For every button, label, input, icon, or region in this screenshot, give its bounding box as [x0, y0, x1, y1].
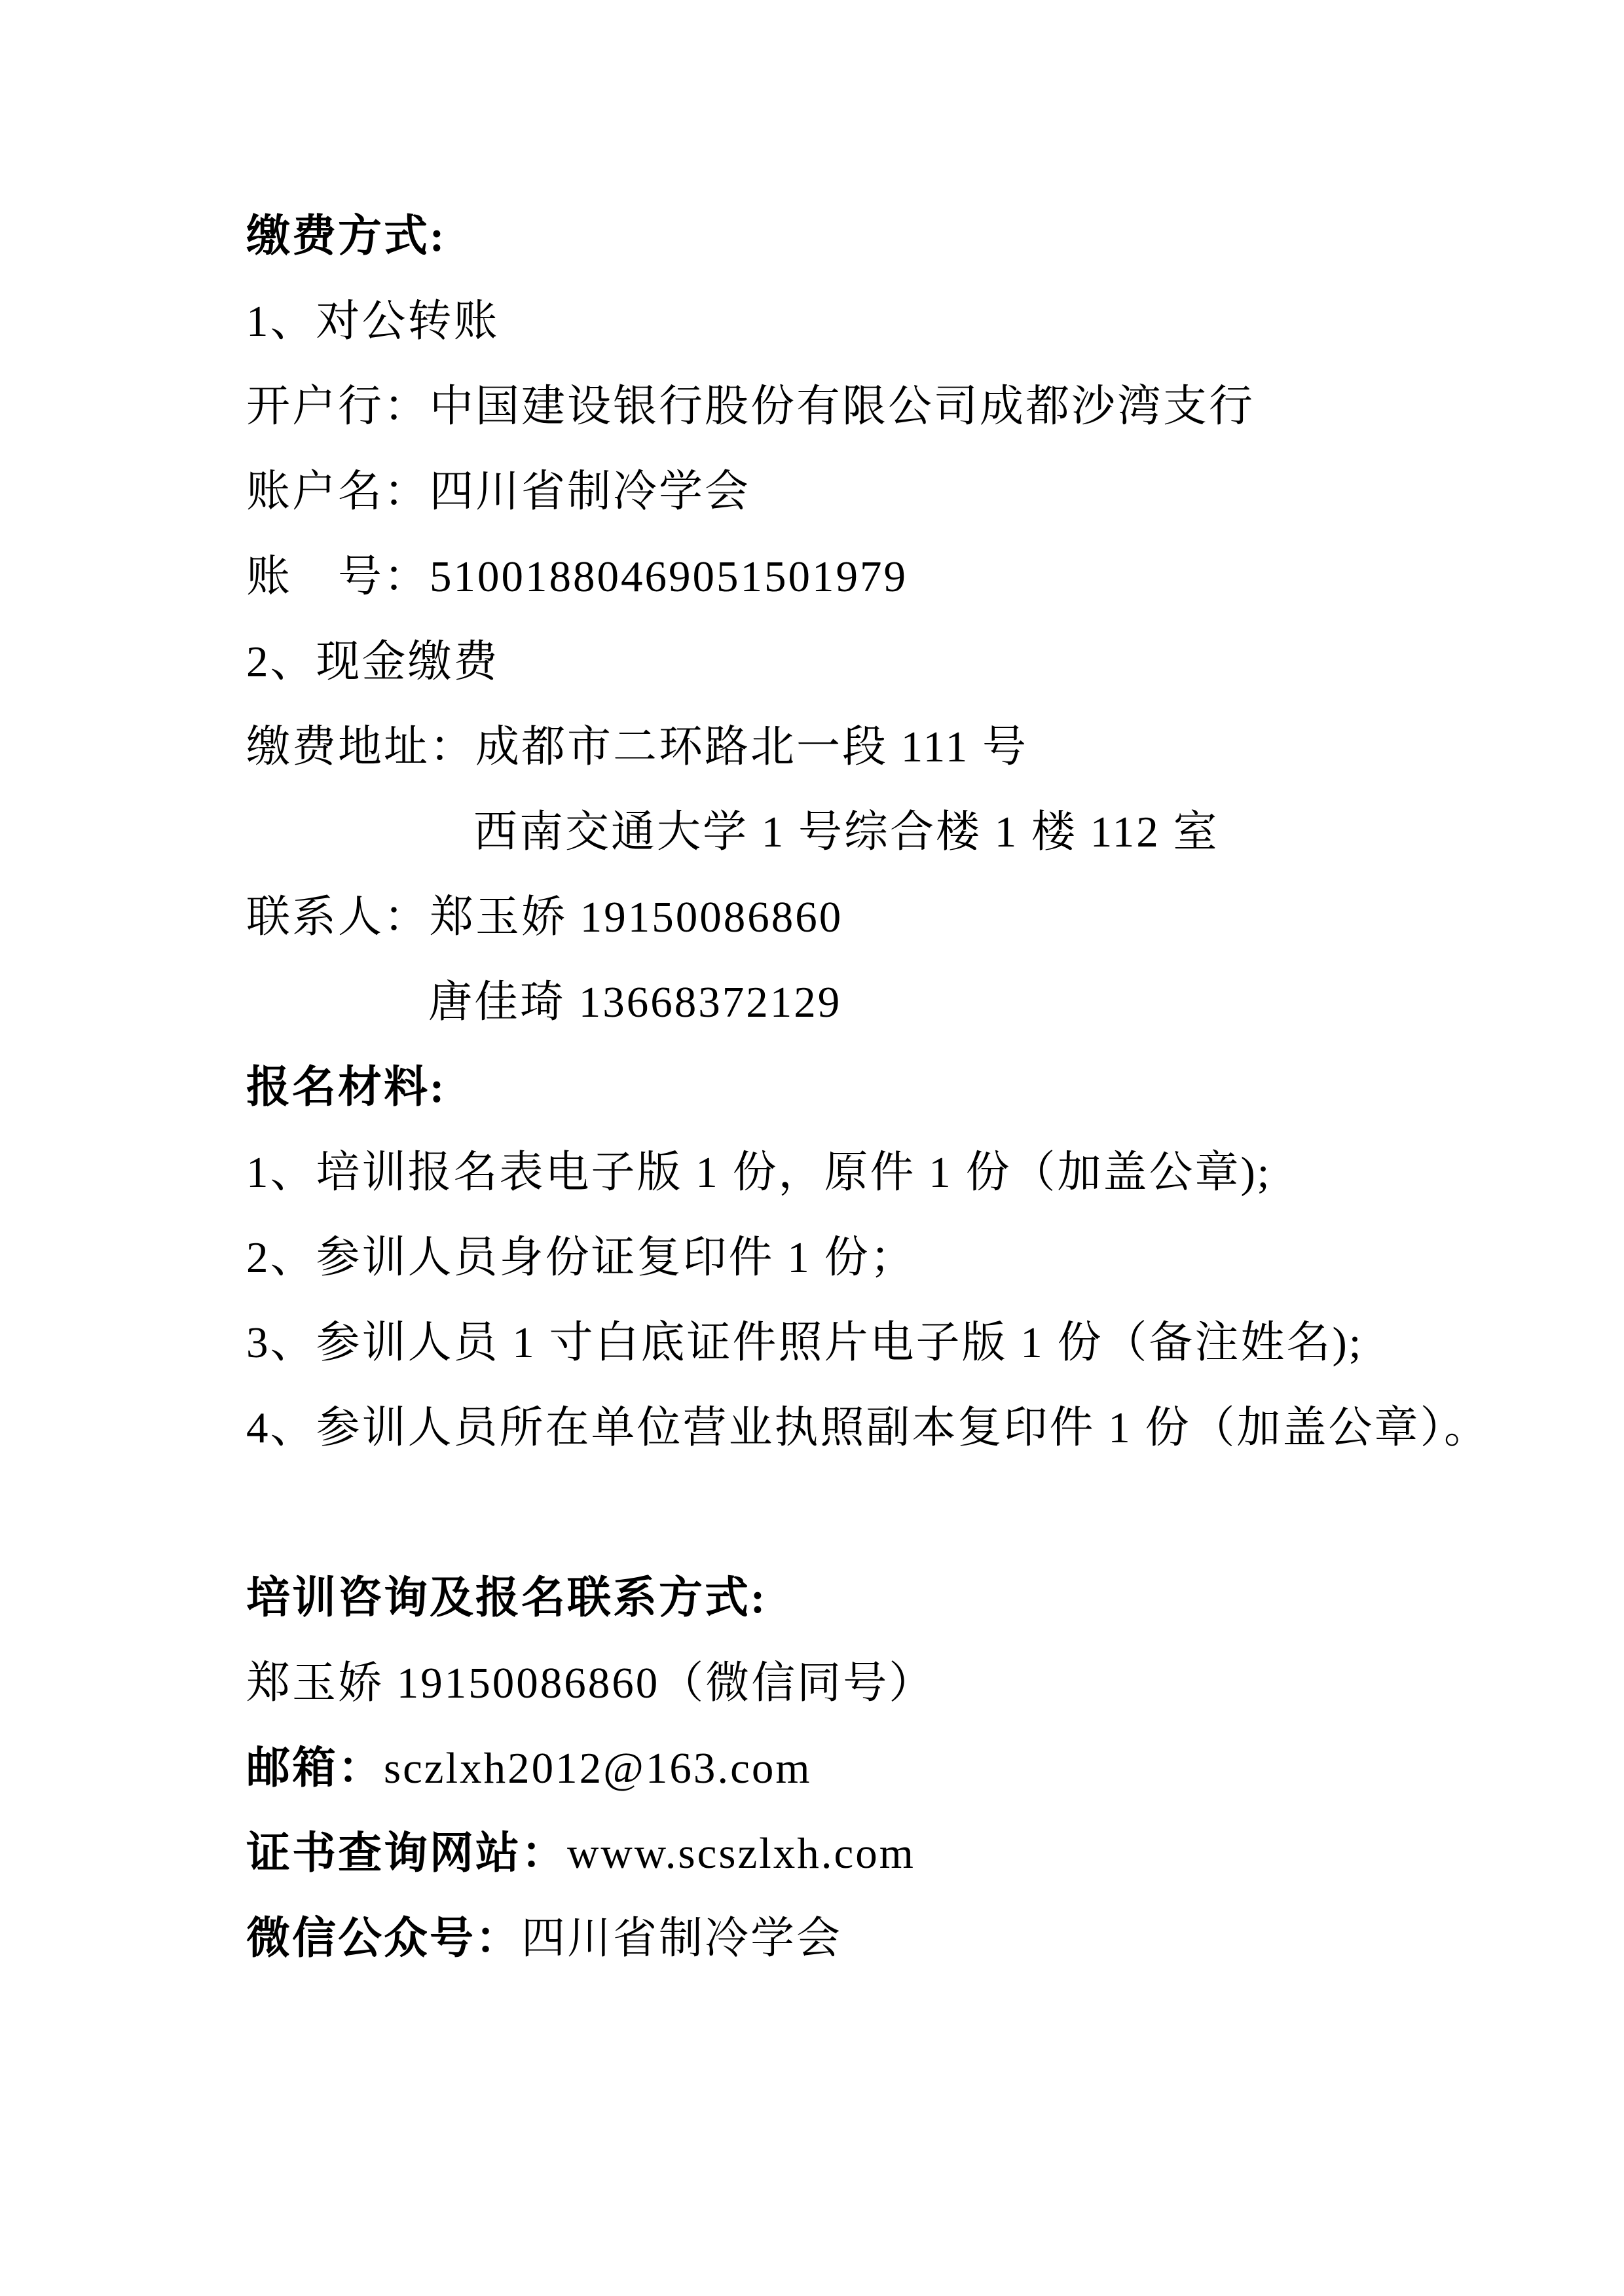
wechat-account-line — [246, 1896, 1438, 1981]
email-line — [246, 1726, 1438, 1811]
payment-method-heading: 缴费方式: — [246, 212, 447, 261]
payment-method-1: 1、对公转账 — [246, 297, 500, 346]
document-body — [246, 194, 1490, 1981]
materials-heading: 报名材料: — [246, 1063, 447, 1112]
contact-person-line: 郑玉娇 19150086860（微信同号） — [246, 1659, 935, 1707]
payment-method-2: 2、现金缴费 — [246, 638, 500, 686]
certificate-website-label: 证书查询网站： — [246, 1829, 567, 1878]
bank-name-line: 开户行：中国建设银行股份有限公司成都沙湾支行 — [246, 382, 1255, 431]
materials-item-1: 1、培训报名表电子版 1 份，原件 1 份（加盖公章); — [246, 1148, 1272, 1197]
materials-item-4: 4、参训人员所在单位营业执照副本复印件 1 份（加盖公章）。 — [246, 1404, 1490, 1452]
account-number-line: 账 号：51001880469051501979 — [246, 553, 908, 601]
certificate-website-value: www.scszlxh.com — [567, 1829, 915, 1878]
payment-address-line-1: 缴费地址：成都市二环路北一段 111 号 — [246, 723, 1029, 771]
payment-contact-line-2: 唐佳琦 13668372129 — [428, 978, 842, 1027]
blank-line — [246, 1470, 1438, 1556]
payment-address-line-2: 西南交通大学 1 号综合楼 1 楼 112 室 — [473, 808, 1219, 856]
payment-contact-line-1: 联系人：郑玉娇 19150086860 — [246, 893, 843, 941]
certificate-website-line — [246, 1811, 1438, 1896]
account-name-line: 账户名：四川省制冷学会 — [246, 467, 750, 516]
materials-item-2: 2、参训人员身份证复印件 1 份； — [246, 1233, 916, 1282]
email-value: sczlxh2012@163.com — [384, 1744, 812, 1793]
materials-item-3: 3、参训人员 1 寸白底证件照片电子版 1 份（备注姓名); — [246, 1319, 1363, 1367]
email-label: 邮箱： — [246, 1744, 384, 1793]
contact-section-heading: 培训咨询及报名联系方式: — [246, 1574, 767, 1622]
wechat-account-label: 微信公众号： — [246, 1914, 521, 1963]
wechat-account-value: 四川省制冷学会 — [521, 1914, 842, 1963]
